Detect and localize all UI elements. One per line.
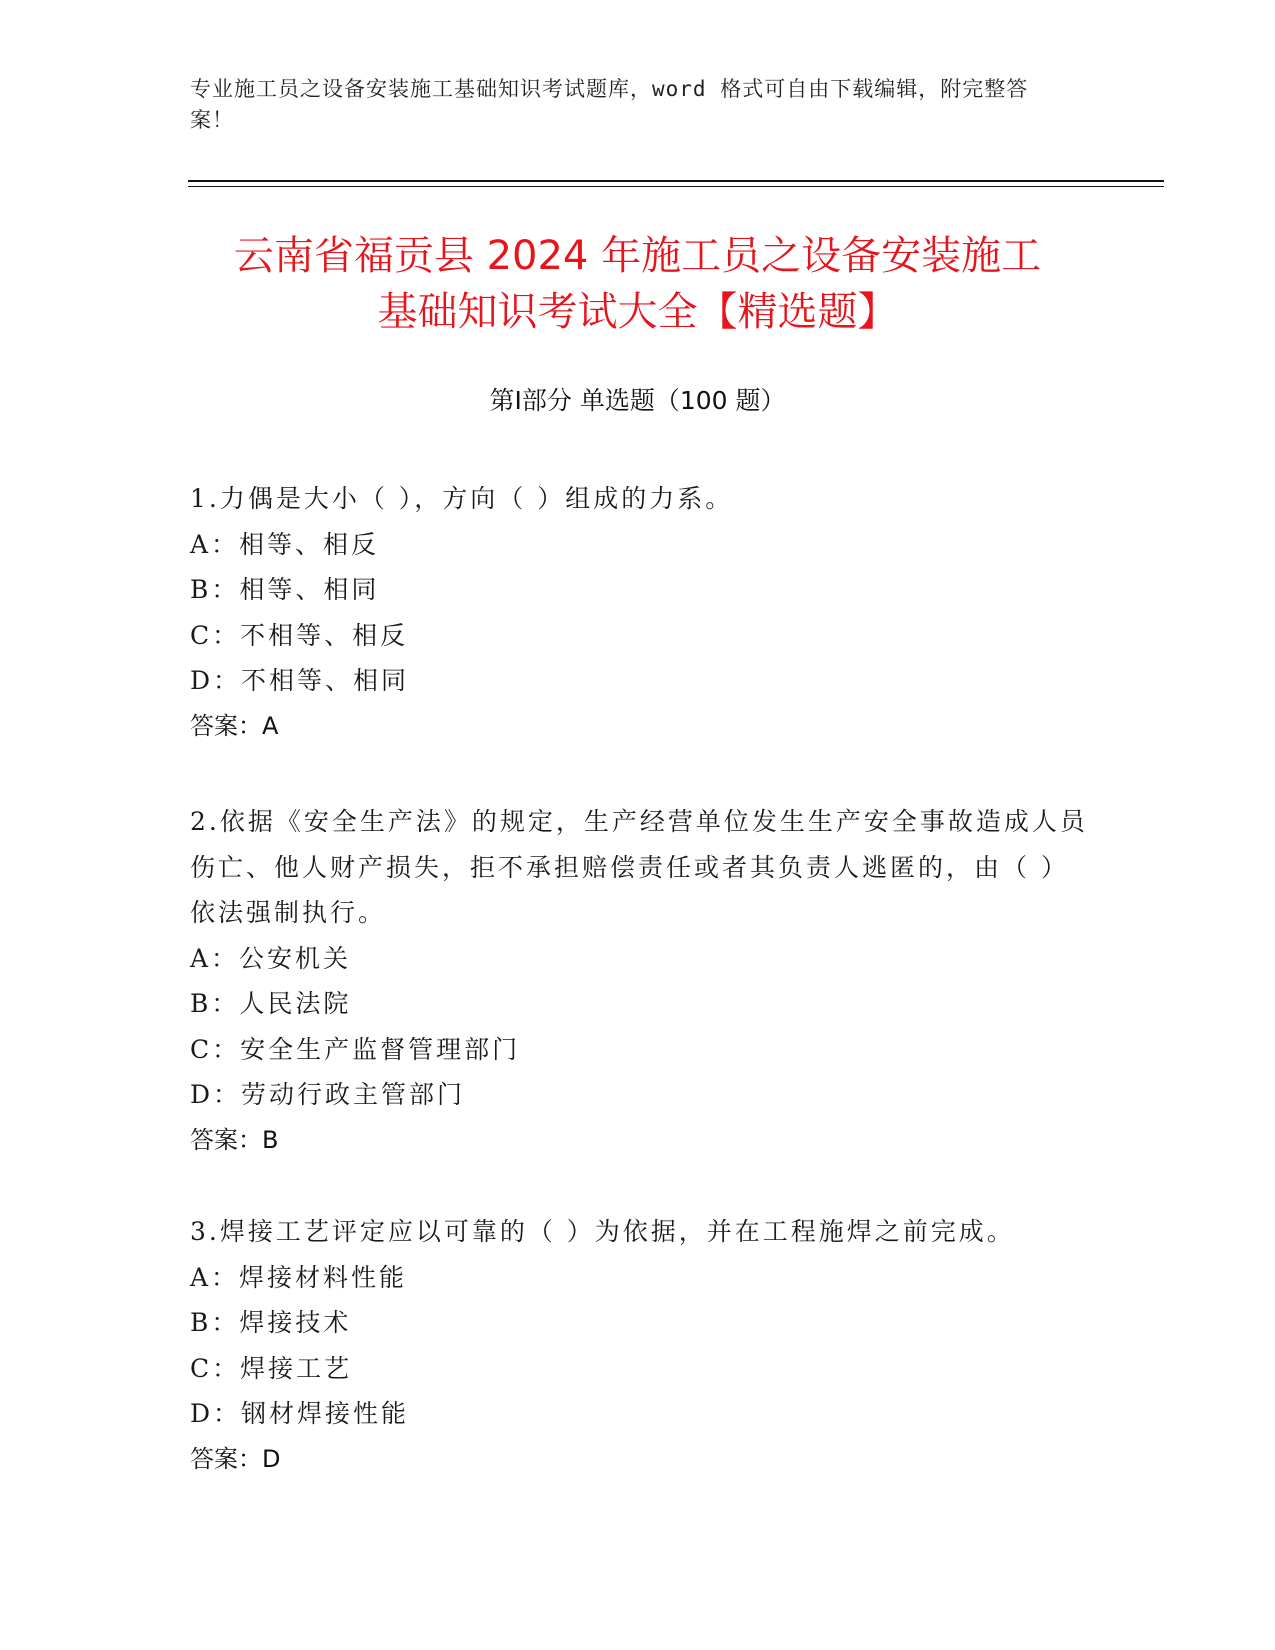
section-heading: 第Ⅰ部分 单选题（100 题） [489, 386, 786, 415]
option-b: B：人民法院 [190, 989, 352, 1018]
option-c: C：焊接工艺 [190, 1353, 353, 1383]
option-b: B：焊接技术 [190, 1308, 352, 1337]
option-a: A：相等、相反 [190, 529, 380, 559]
answer: 答案：A [190, 711, 279, 740]
answer: 答案：B [190, 1125, 279, 1154]
option-c: C：安全生产监督管理部门 [190, 1034, 521, 1064]
option-a: A：公安机关 [190, 943, 352, 973]
header-note: 专业施工员之设备安装施工基础知识考试题库，word 格式可自由下载编辑，附完整答案！ [190, 77, 1029, 132]
option-d: D：劳动行政主管部门 [190, 1080, 466, 1109]
question-2 [190, 799, 1090, 1163]
header-divider-thin [188, 186, 1164, 187]
question-stem: 3.焊接工艺评定应以可靠的（ ）为依据，并在工程施焊之前完成。 [190, 1217, 1015, 1246]
header-divider-thick [188, 180, 1164, 182]
document-title-line-2: 基础知识考试大全【精选题】 [377, 289, 898, 335]
question-stem: 1.力偶是大小（ ），方向（ ）组成的力系。 [190, 484, 734, 513]
question-1 [190, 476, 1090, 749]
question-stem: 2.依据《安全生产法》的规定，生产经营单位发生生产安全事故造成人员伤亡、他人财产损失，拒不承担赔偿责任或者其负责人逃匿的，由（ ）依法强制执行。 [190, 807, 1088, 927]
answer: 答案：D [190, 1444, 281, 1473]
option-d: D：不相等、相同 [190, 666, 410, 695]
option-c: C：不相等、相反 [190, 620, 409, 650]
question-3 [190, 1209, 1090, 1482]
option-b: B：相等、相同 [190, 575, 380, 604]
option-a: A：焊接材料性能 [190, 1262, 408, 1292]
document-title [0, 228, 1275, 340]
option-d: D：钢材焊接性能 [190, 1399, 410, 1428]
document-title-line-1: 云南省福贡县 2024 年施工员之设备安装施工 [233, 233, 1042, 279]
